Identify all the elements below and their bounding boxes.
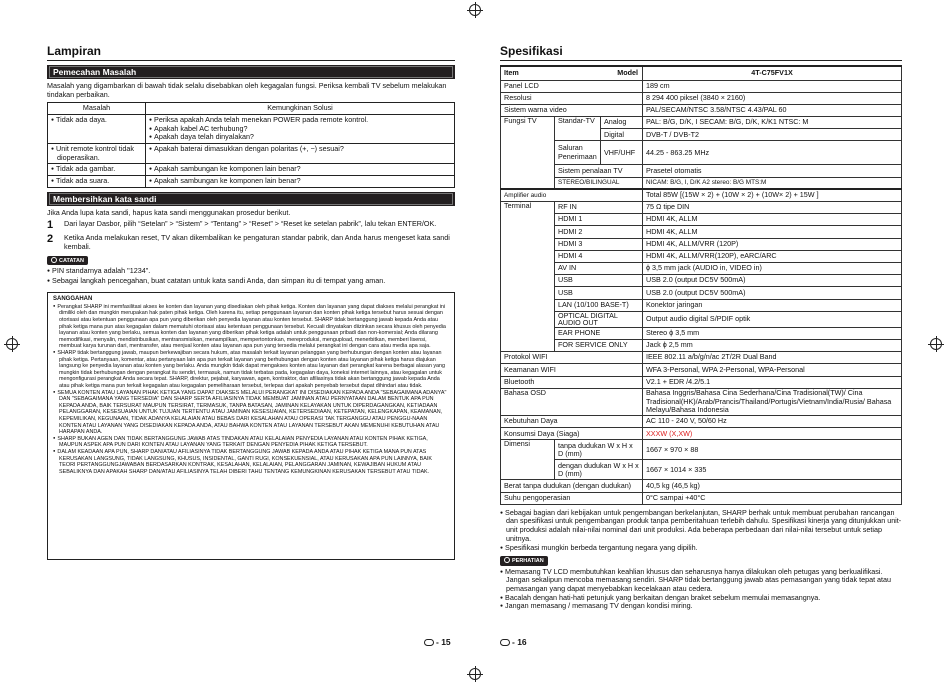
troubleshooting-heading: Pemecahan Masalah: [47, 65, 455, 79]
spec-value: NICAM: B/G, I, D/K A2 stereo: B/G MTS:M: [643, 177, 902, 189]
spec-value: USB 2.0 (output DC5V 500mA): [643, 287, 902, 299]
problem-cell: ● Unit remote kontrol tidak dioperasikan.: [51, 145, 142, 162]
caution-item: ● Bacalah dengan hati-hati petunjuk yang berkaitan dengan braket sebelum memulai memasangnya.: [500, 594, 902, 603]
note-label: CATATAN: [59, 257, 84, 264]
table-row: [501, 428, 902, 440]
spec-value: 1667 × 1014 × 335: [643, 460, 902, 480]
table-row: [501, 299, 902, 311]
solution-text: Apakah baterai dimasukkan dengan polaritas (+, −) sesuai?: [154, 144, 344, 154]
column-header-item: Item: [504, 67, 519, 77]
column-header-solution: Kemungkinan Solusi: [146, 103, 455, 115]
troubleshooting-intro: Masalah yang digambarkan di bawah tidak selalu disebabkan oleh kegagalan fungsi. Periksa kembali TV sebelum melakukan tindakan perbaikan.: [47, 81, 447, 99]
table-row: [501, 238, 902, 250]
page-number-left: - 15: [424, 637, 451, 647]
specifications-page: [500, 44, 902, 614]
step-text: Dari layar Dasbor, pilih “Setelan” > “Sistem” > “Tentang” > “Reset” > “Reset ke setelan pabrik”, lalu tekan ENTER/OK.: [64, 219, 437, 229]
table-row: [501, 275, 902, 287]
table-row: [501, 376, 902, 388]
spec-note: ● Spesifikasi mungkin berbeda tergantung negara yang dipilih.: [500, 544, 902, 553]
spec-subkey: Standar-TV: [555, 117, 601, 141]
title-divider: [500, 60, 902, 61]
table-row: [501, 104, 902, 116]
spec-key: Berat tanpa dudukan (dengan dudukan): [501, 480, 643, 492]
solution-text: Apakah daya telah dinyalakan?: [154, 132, 254, 142]
model-name: 4T-C75FV1X: [643, 66, 902, 80]
table-row: [501, 416, 902, 428]
spec-subkey: EAR PHONE: [555, 327, 643, 339]
spec-value: 189 cm: [643, 80, 902, 92]
spec-key: Resolusi: [501, 92, 643, 104]
spec-value: Bahasa Inggris/Bahasa Cina Sederhana/Cina Tradisional(TW)/ Cina Tradisional(HK)/Arab/Prancis/Thailand/Portugis/Vietnam/India/Rusia/ Bahasa Melayu/Bahasa Indonesia: [643, 388, 902, 415]
problem-cell: ● Tidak ada daya.: [51, 116, 142, 125]
table-row: [48, 115, 455, 144]
spec-subkey: VHF/UHF: [601, 141, 643, 165]
spec-subkey: RF IN: [555, 202, 643, 214]
solution-item: [149, 165, 451, 174]
caution-label: PERHATIAN: [512, 558, 544, 565]
table-header-row: [501, 66, 902, 80]
table-row: [48, 144, 455, 164]
table-row: [501, 440, 902, 460]
caution-item: ● Memasang TV LCD membutuhkan keahlian khusus dan seharusnya hanya dilakukan oleh petugas yang berkualifikasi. Jangan sekalipun mencoba memasang sendiri. SHARP tidak bertanggung jawab atas pemasangan yang tidak tepat atau pemasangan yang dapat menyebabkan kecelakaan atau cedera.: [500, 568, 902, 594]
spec-key: Protokol WIFI: [501, 352, 643, 364]
table-row: [501, 262, 902, 274]
table-row: [501, 352, 902, 364]
title-divider: [47, 60, 455, 61]
spec-value: Konektor jaringan: [643, 299, 902, 311]
page-title: Lampiran: [47, 44, 102, 58]
solution-text: Apakah sambungan ke komponen lain benar?: [154, 164, 301, 174]
step-text: Ketika Anda melakukan reset, TV akan dikembalikan ke pengaturan standar pabrik, dan Anda harus mengeset kata sandi kembali.: [64, 233, 450, 252]
table-row: [501, 311, 902, 327]
page-number-value: 15: [441, 637, 451, 647]
spec-key: Panel LCD: [501, 80, 643, 92]
spec-value: 1667 × 970 × 88: [643, 440, 902, 460]
table-row: [501, 492, 902, 504]
step-number: 2: [47, 233, 54, 246]
spec-value: HDMI 4K, ALLM: [643, 226, 902, 238]
spec-value: Output audio digital S/PDIF optik: [643, 311, 902, 327]
table-row: [501, 117, 902, 129]
column-header-model: Model: [617, 67, 638, 77]
spec-subkey: Analog: [601, 117, 643, 129]
page-title: Spesifikasi: [500, 44, 563, 58]
disclaimer-item: ● SEMUA KONTEN ATAU LAYANAN PIHAK KETIGA YANG DAPAT DIAKSES MELALUI PERANGKAT INI DISEDIAKAN KEPADA ANDA "SEBAGAIMANA ADANYA" DAN "SEBAGAIMANA YANG TERSEDIA" DAN SHARP SERTA AFILIASINYA TIDAK MEMBUAT JAMINAN ATAU PERNYATAAN DALAM BENTUK APA PUN KEPADA ANDA, BAIK TERSURAT MAUPUN TERSIRAT, TERMASUK, TANPA BATASAN, JAMINAN KELAYAKAN UNTUK DIPERDAGANGKAN, KETIADAAN PELANGGARAN, KESESUAIAN UNTUK TUJUAN TERTENTU ATAU JAMINAN KESESUAIAN, KETERSEDIAAN, KETEPATAN, KELENGKAPAN, KEAMANAN, KEPEMILIKAN, KEGUNAAN, TIDAK ADANYA KELALAIAN ATAU BEBAS DARI KESALAHAN ATAU OPERASI TAK TERGANGGU ATAU PENGGU-NAAN KONTEN ATAU LAYANAN YANG DISEDIAKAN KEPADA ANDA, ATAU BAHWA KONTEN ATAU LAYANAN TERSEBUT AKAN MEMENUHI KEBUTUHAN ATAU HARAPAN ANDA.: [53, 390, 449, 436]
solution-text: Apakah kabel AC terhubung?: [154, 123, 248, 133]
table-row: [501, 165, 902, 177]
spec-note: ● Sebagai bagian dari kebijakan untuk pengembangan berkelanjutan, SHARP berhak untuk membuat perubahan rancangan dan spesifikasi untuk pengembangan produk tanpa pemberitahuan terlebih dahulu. Spesifikasi kinerja yang ditunjukkan unit-unit produksi adalah nilai-nilai nominal dari unit produksi. Ada beberapa perbedaan dari nilai-nilai tersebut untuk setiap unitnya.: [500, 509, 902, 544]
password-intro: Jika Anda lupa kata sandi, hapus kata sandi menggunakan prosedur berikut.: [47, 207, 291, 217]
table-row: [501, 250, 902, 262]
table-row: [501, 287, 902, 299]
registration-mark-bottom: [469, 668, 481, 680]
spec-value: PAL/SECAM/NTSC 3.58/NTSC 4.43/PAL 60: [643, 104, 902, 116]
table-row: [501, 364, 902, 376]
spec-subkey: FOR SERVICE ONLY: [555, 340, 643, 352]
spec-value: PAL: B/G, D/K, I SECAM: B/G, D/K, K/K1 NTSC: M: [643, 117, 902, 129]
table-row: [501, 327, 902, 339]
table-row: [501, 460, 902, 480]
spec-subkey: OPTICAL DIGITAL AUDIO OUT: [555, 311, 643, 327]
spec-value: HDMI 4K, ALLM: [643, 214, 902, 226]
spec-key: Suhu pengoperasian: [501, 492, 643, 504]
page-number-value: 16: [517, 637, 527, 647]
column-header-problem: Masalah: [48, 103, 146, 115]
spec-value: Prasetel otomatis: [643, 165, 902, 177]
spec-value: XXXW (X,XW): [643, 428, 902, 440]
solution-item: [149, 145, 451, 154]
problem-cell: ● Tidak ada suara.: [51, 177, 142, 186]
caution-item: ● Jangan memasang / memasang TV dengan kondisi miring.: [500, 602, 902, 611]
table-row: [48, 175, 455, 187]
solution-text: Apakah sambungan ke komponen lain benar?: [154, 175, 301, 185]
solution-text: Periksa apakah Anda telah menekan POWER pada remote kontrol.: [154, 115, 369, 125]
spec-key: Amplifier audio: [501, 189, 643, 201]
spec-table: [500, 65, 902, 505]
spec-value: WFA 3-Personal, WPA 2-Personal, WPA-Personal: [643, 364, 902, 376]
spec-value: AC 110 - 240 V, 50/60 Hz: [643, 416, 902, 428]
registration-mark-right: [930, 338, 942, 350]
problem-cell: ● Tidak ada gambar.: [51, 165, 142, 174]
disclaimer-heading: SANGGAHAN: [53, 295, 93, 302]
spec-key: Konsumsi Daya (Siaga): [501, 428, 643, 440]
spec-value: Jack ϕ 2,5 mm: [643, 340, 902, 352]
troubleshooting-table: [47, 102, 455, 187]
appendix-page: [47, 44, 455, 560]
spec-key: Keamanan WIFI: [501, 364, 643, 376]
spec-value: Total 85W [(15W × 2) + (10W × 2) + (10W× 2) + 15W ]: [643, 189, 902, 201]
page-number-right: - 16: [500, 637, 527, 647]
spec-value: HDMI 4K, ALLM/VRR(120P), eARC/ARC: [643, 250, 902, 262]
spec-subkey: USB: [555, 287, 643, 299]
disclaimer-item: ● SHARP tidak bertanggung jawab, maupun berkewajiban secara hukum, atas masalah terkait layanan pelanggan yang berhubungan dengan konten atau layanan pihak ketiga. Pertanyaan, komentar, atau pertanyaan lain apa pun terkait layanan yang berhubungan dengan konten atau layanan pihak ketiga harus diajukan langsung ke penyedia layanan atau konten yang berlaku. Anda mungkin tidak dapat mengakses konten atau layanan dari perangkat karena berbagai alasan yang mungkin tidak berhubungan dengan perangkat itu sendiri, termasuk, namun tidak terbatas pada, kegagalan daya, koneksi internet lainnya, atau kegagalan untuk mengonfigurasi perangkat Anda secara tepat. SHARP, direktur, pejabat, karyawan, agen, kontraktor, dan afiliasinya tidak akan bertanggung jawab kepada Anda atau pihak ketiga mana pun terkait kegagalan atau kegagalan pemeliharaan tersebut, terlepas dari apakah penyebab tersebut dapat dihindari atau tidak.: [53, 350, 449, 390]
table-row: [48, 164, 455, 176]
spec-key: Terminal: [501, 202, 555, 352]
table-row: [501, 177, 902, 189]
table-row: [501, 189, 902, 201]
warning-icon: [504, 557, 510, 563]
spec-value: 75 Ω tipe DIN: [643, 202, 902, 214]
spec-key: Sistem warna video: [501, 104, 643, 116]
spec-value: V2.1 + EDR /4.2/5.1: [643, 376, 902, 388]
spec-subkey: tanpa dudukan W x H x D (mm): [555, 440, 643, 460]
solution-item: [149, 133, 451, 142]
spec-value: 0°C sampai +40°C: [643, 492, 902, 504]
caution-badge: [500, 556, 548, 566]
spec-subkey: HDMI 2: [555, 226, 643, 238]
spec-subkey: Sistem penalaan TV: [555, 165, 643, 177]
solution-item: [149, 177, 451, 186]
spec-value: 44.25 - 863.25 MHz: [643, 141, 902, 165]
spec-subkey: HDMI 3: [555, 238, 643, 250]
table-row: [501, 92, 902, 104]
step-number: 1: [47, 219, 54, 232]
spec-value: DVB-T / DVB-T2: [643, 129, 902, 141]
spec-subkey: AV IN: [555, 262, 643, 274]
table-row: [501, 340, 902, 352]
spec-value: ϕ 3,5 mm jack (AUDIO in, VIDEO in): [643, 262, 902, 274]
spec-subkey: HDMI 4: [555, 250, 643, 262]
table-row: [501, 214, 902, 226]
step-2: [47, 234, 455, 251]
disclaimer-item: ● SHARP BUKAN AGEN DAN TIDAK BERTANGGUNG JAWAB ATAS TINDAKAN ATAU KELALAIAN PENYEDIA LAYANAN ATAU KONTEN PIHAK KETIGA, MAUPUN ASPEK APA PUN DARI KONTEN ATAU LAYANAN YANG TERKAIT DENGAN PENYEDIA PIHAK KETIGA TERSEBUT.: [53, 436, 449, 449]
language-icon: [500, 639, 510, 646]
spec-value: USB 2.0 (output DC5V 500mA): [643, 275, 902, 287]
spec-value: 40,5 kg (46,5 kg): [643, 480, 902, 492]
spec-subkey: USB: [555, 275, 643, 287]
table-row: [501, 202, 902, 214]
password-heading: Membersihkan kata sandi: [47, 192, 455, 206]
registration-mark-left: [6, 338, 18, 350]
spec-subkey: Saluran Penerimaan: [555, 141, 601, 165]
spec-value: Stereo ϕ 3,5 mm: [643, 327, 902, 339]
spec-subkey: HDMI 1: [555, 214, 643, 226]
note-item: ● PIN standarnya adalah "1234".: [47, 267, 455, 276]
spec-subkey: STEREO/BILINGUAL: [555, 177, 643, 189]
spec-value: HDMI 4K, ALLM/VRR (120P): [643, 238, 902, 250]
note-item: ● Sebagai langkah pencegahan, buat catatan untuk kata sandi Anda, dan simpan itu di tempat yang aman.: [47, 277, 455, 286]
table-row: [501, 80, 902, 92]
table-row: [501, 226, 902, 238]
info-icon: [51, 257, 57, 263]
disclaimer-item: ● DALAM KEADAAN APA PUN, SHARP DAN/ATAU AFILIASINYA TIDAK BERTANGGUNG JAWAB KEPADA ANDA ATAU PIHAK KETIGA MANA PUN ATAS KERUSAKAN LANGSUNG, TIDAK LANGSUNG, KHUSUS, INSIDENTAL, GANTI RUGI, KONSEKUENSIAL, ATAU KERUSAKAN APA PUN LAINNYA, BAIK TEORI PERTANGGUNGJAWABAN BERDASARKAN KONTRAK, KESALAHAN, KELALAIAN, PELANGGARAN JAMINAN, KEWAJIBAN HUKUM ATAU SEBALIKNYA DAN APAKAH SHARP DAN/ATAU AFILIASINYA TELAH DIBERI TAHU TENTANG KEMUNGKINAN KERUSAKAN TERSEBUT ATAU TIDAK.: [53, 449, 449, 475]
spec-value: IEEE 802.11 a/b/g/n/ac 2T/2R Dual Band: [643, 352, 902, 364]
spec-subkey: Digital: [601, 129, 643, 141]
spec-subkey: dengan dudukan W x H x D (mm): [555, 460, 643, 480]
disclaimer-box: [47, 292, 455, 560]
spec-key: Bahasa OSD: [501, 388, 643, 415]
language-icon: [424, 639, 434, 646]
spec-subkey: LAN (10/100 BASE-T): [555, 299, 643, 311]
note-badge: [47, 256, 88, 266]
registration-mark-top: [469, 4, 481, 16]
spec-value: 8 294 400 piksel (3840 × 2160): [643, 92, 902, 104]
spec-key: Kebutuhan Daya: [501, 416, 643, 428]
table-row: [501, 480, 902, 492]
disclaimer-item: ● Perangkat SHARP ini memfasilitasi akses ke konten dan layanan yang disediakan oleh pihak ketiga. Konten dan layanan yang dapat diakses melalui perangkat ini dimiliki oleh dan mungkin merupakan hak paten pihak ketiga. Oleh karena itu, setiap penggunaan layanan dan konten pihak ketiga tersebut harus sesuai dengan otorisasi atau ketentuan penggunaan apa pun yang diberikan oleh penyedia layanan atau konten tersebut. SHARP tidak bertanggung jawab kepada Anda atau pihak ketiga mana pun atas kegagalan dalam mematuhi otorisasi atau ketentuan penggunaan tersebut. Kecuali dinyatakan diizinkan secara khusus oleh penyedia layanan atau konten yang berlaku, semua konten dan layanan yang diberikan pihak ketiga adalah untuk penggunaan pribadi dan non-komersial; Anda dilarang memodifikasi, menyalin, mendistribusikan, mentransmisikan, menampilkan, mempertontonkan, mereproduksi, mengupload, menerbitkan, memberi lisensi, membuat karya turunan dari, mentransfer, atau menjual konten atau layanan apa pun yang tersedia melalui perangkat ini dengan cara atau media apa saja.: [53, 304, 449, 350]
spec-key: Bluetooth: [501, 376, 643, 388]
spec-key: Fungsi TV: [501, 117, 555, 190]
step-1: [47, 220, 455, 231]
spec-key: Dimensi: [501, 440, 555, 480]
table-row: [501, 388, 902, 415]
